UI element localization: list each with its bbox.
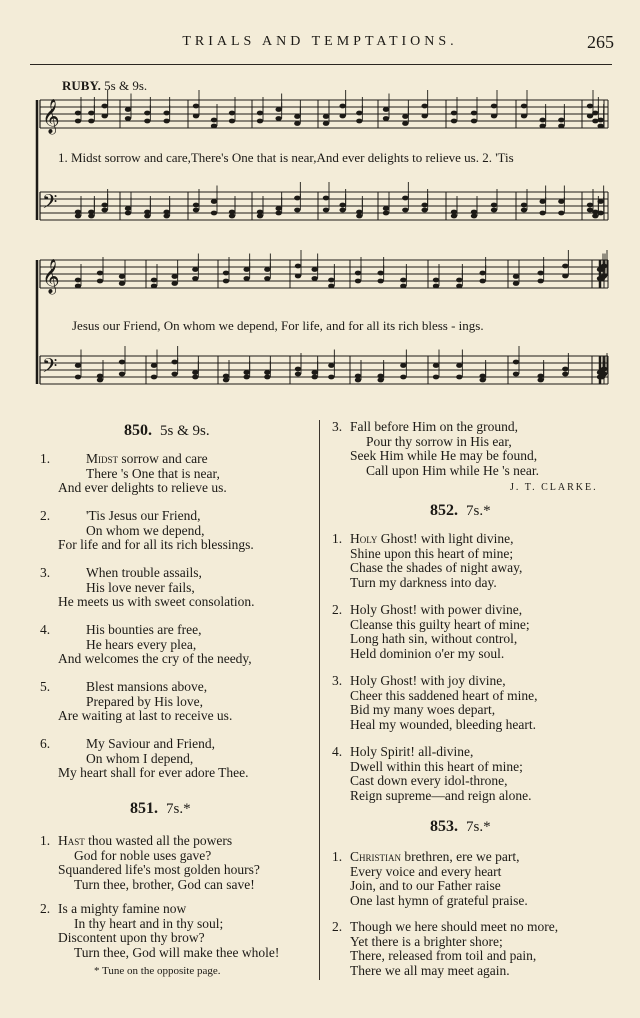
stanza-line: Join, and to our Father raise xyxy=(350,878,501,893)
note-head xyxy=(144,111,150,116)
note-head xyxy=(377,378,383,383)
note-head xyxy=(456,284,462,289)
note-head xyxy=(171,360,177,365)
note-head xyxy=(211,199,217,204)
note-head xyxy=(558,199,564,204)
note-head xyxy=(597,199,603,204)
note-head xyxy=(264,267,270,272)
note-head xyxy=(597,124,603,129)
system1-lyric: 1. Midst sorrow and care,There's One that is near,And ever delights to relieve us. 2. 'Tis xyxy=(58,150,514,165)
note-head xyxy=(451,119,457,124)
note-head xyxy=(471,119,477,124)
note-head xyxy=(355,279,361,284)
note-head xyxy=(592,111,598,116)
stanza-line: Bid my many woes depart, xyxy=(350,702,496,717)
note-head xyxy=(223,271,229,276)
note-head xyxy=(243,276,249,281)
note-head xyxy=(456,375,462,380)
note-head xyxy=(597,118,603,123)
note-head xyxy=(456,278,462,283)
note-head xyxy=(119,360,125,365)
note-head xyxy=(456,363,462,368)
stanza-number: 5. xyxy=(40,679,51,694)
note-head xyxy=(295,372,301,377)
stanza-line: Fall before Him on the ground, xyxy=(350,419,518,434)
stanza-number: 3. xyxy=(332,419,343,434)
stanza-line: Holy Spirit! all-divine, xyxy=(350,744,474,759)
note-head xyxy=(101,208,107,213)
hymn-850-meter: 5s & 9s. xyxy=(160,423,210,439)
stanza-line: For life and for all its rich blessings. xyxy=(58,537,254,552)
stanza-number: 2. xyxy=(40,508,51,523)
note-head xyxy=(311,267,317,272)
stanza-line: Midst sorrow and care xyxy=(86,451,208,466)
note-head xyxy=(163,119,169,124)
note-head xyxy=(539,118,545,123)
note-head xyxy=(229,111,235,116)
stanza-line: Yet there is a brighter shore; xyxy=(350,933,503,949)
note-head xyxy=(592,119,598,124)
stanza-line: Holy Ghost! with joy divine, xyxy=(350,673,506,688)
note-head xyxy=(75,375,81,380)
note-head xyxy=(192,267,198,272)
note-head xyxy=(119,274,125,279)
stanza-line: When trouble assails, xyxy=(86,565,202,580)
stanza-number: 6. xyxy=(40,736,51,751)
stanza-number: 2. xyxy=(332,919,343,934)
note-head xyxy=(294,121,300,126)
note-head xyxy=(223,378,229,383)
stanza-line: Blest mansions above, xyxy=(86,679,208,694)
stanza-number: 1. xyxy=(332,849,343,864)
note-head xyxy=(223,279,229,284)
hymn-853-heading xyxy=(430,818,491,836)
note-head xyxy=(491,114,497,119)
note-head xyxy=(521,114,527,119)
stanza-line: Long hath sin, without control, xyxy=(350,631,518,646)
note-head xyxy=(151,278,157,283)
stanza-line: Turn thee, God will make thee whole! xyxy=(74,944,280,960)
footnote: * Tune on the opposite page. xyxy=(94,965,221,977)
note-head xyxy=(163,111,169,116)
note-head xyxy=(323,208,329,213)
stanza-line: Seek Him while He may be found, xyxy=(350,448,538,463)
note-head xyxy=(294,208,300,213)
note-head xyxy=(264,276,270,281)
note-head xyxy=(311,375,317,380)
tune-name: RUBY. xyxy=(62,78,101,93)
stanza-line: His love never fails, xyxy=(86,579,195,595)
note-head xyxy=(383,107,389,112)
stanza-line: There 's One that is near, xyxy=(86,465,220,481)
note-head xyxy=(125,107,131,112)
stanza-line: Pour thy sorrow in His ear, xyxy=(366,433,512,449)
note-head xyxy=(433,375,439,380)
note-head xyxy=(257,119,263,124)
clef-glyph: 𝄢 xyxy=(42,354,58,382)
stanza-line: On whom we depend, xyxy=(86,522,205,538)
note-head xyxy=(211,211,217,216)
note-head xyxy=(471,111,477,116)
note-head xyxy=(592,214,598,219)
note-head xyxy=(356,119,362,124)
page-number: 265 xyxy=(587,32,614,52)
note-head xyxy=(88,119,94,124)
note-head xyxy=(151,363,157,368)
note-head xyxy=(562,372,568,377)
note-head xyxy=(311,276,317,281)
stanza-line: Squandered life's most golden hours? xyxy=(58,862,260,877)
system2-lyric: Jesus our Friend, On whom we depend, For life, and for all its rich bless - ings. xyxy=(72,318,484,333)
note-head xyxy=(75,111,81,116)
note-head xyxy=(356,111,362,116)
note-head xyxy=(562,367,568,372)
note-head xyxy=(275,211,281,216)
note-head xyxy=(491,203,497,208)
stanza-line: Reign supreme—and reign alone. xyxy=(350,787,532,803)
note-head xyxy=(587,104,593,109)
note-head xyxy=(587,114,593,119)
note-head xyxy=(421,208,427,213)
hymn-851-meter: 7s.* xyxy=(166,801,191,817)
hymn-852-meter: 7s.* xyxy=(466,503,491,519)
note-head xyxy=(97,378,103,383)
stanza-line: There, released from toil and pain, xyxy=(350,948,537,963)
note-head xyxy=(479,271,485,276)
note-head xyxy=(243,370,249,375)
note-head xyxy=(264,375,270,380)
hymn-850-heading xyxy=(124,422,210,440)
note-head xyxy=(257,214,263,219)
note-head xyxy=(513,281,519,286)
note-head xyxy=(323,114,329,119)
note-head xyxy=(243,267,249,272)
note-head xyxy=(471,214,477,219)
note-head xyxy=(323,121,329,126)
note-head xyxy=(144,214,150,219)
note-head xyxy=(243,375,249,380)
note-head xyxy=(433,363,439,368)
note-head xyxy=(433,278,439,283)
note-head xyxy=(513,274,519,279)
note-head xyxy=(171,281,177,286)
note-head xyxy=(193,114,199,119)
stanza-line: He hears every plea, xyxy=(86,636,197,652)
note-head xyxy=(421,114,427,119)
note-head xyxy=(257,111,263,116)
note-head xyxy=(328,278,334,283)
note-head xyxy=(328,284,334,289)
stanza-line: In thy heart and in thy soul; xyxy=(74,915,224,931)
note-head xyxy=(451,214,457,219)
note-head xyxy=(383,206,389,211)
note-head xyxy=(521,104,527,109)
stanza-line: Every voice and every heart xyxy=(350,863,502,879)
note-head xyxy=(537,271,543,276)
note-head xyxy=(587,203,593,208)
column-divider xyxy=(319,420,320,980)
stanza-line: Holy Ghost! with light divine, xyxy=(350,531,514,546)
note-head xyxy=(339,203,345,208)
note-head xyxy=(328,363,334,368)
stanza-line: There we all may meet again. xyxy=(350,962,510,978)
stanza-number: 1. xyxy=(40,833,51,848)
clef-glyph: 𝄞 xyxy=(42,99,60,134)
hymn-851-number: 851. xyxy=(130,800,158,817)
stanza-number: 1. xyxy=(40,451,51,466)
note-head xyxy=(339,114,345,119)
note-head xyxy=(119,281,125,286)
note-head xyxy=(597,211,603,216)
note-head xyxy=(479,378,485,383)
note-head xyxy=(229,119,235,124)
stanza-line: Christian brethren, ere we part, xyxy=(350,849,520,864)
stanza-line: Cleanse this guilty heart of mine; xyxy=(350,616,530,632)
note-head xyxy=(339,208,345,213)
note-head xyxy=(400,284,406,289)
note-head xyxy=(295,274,301,279)
stanza-line: My heart shall for ever adore Thee. xyxy=(58,765,249,780)
note-head xyxy=(294,114,300,119)
note-head xyxy=(400,363,406,368)
stanza-line: Dwell within this heart of mine; xyxy=(350,758,523,774)
note-head xyxy=(125,211,131,216)
hymn-852-number: 852. xyxy=(430,502,458,519)
note-head xyxy=(539,199,545,204)
note-head xyxy=(311,370,317,375)
note-head xyxy=(75,363,81,368)
note-head xyxy=(400,278,406,283)
attribution: J. T. CLARKE. xyxy=(510,482,598,493)
note-head xyxy=(558,124,564,129)
note-head xyxy=(491,208,497,213)
stanza-number: 1. xyxy=(332,531,343,546)
note-head xyxy=(211,118,217,123)
note-head xyxy=(119,372,125,377)
note-head xyxy=(192,370,198,375)
note-head xyxy=(193,203,199,208)
stanza-number: 2. xyxy=(40,901,51,916)
hymn-851-heading xyxy=(130,800,191,818)
stanza-line: Turn thee, brother, God can save! xyxy=(74,876,255,892)
note-head xyxy=(383,116,389,121)
note-head xyxy=(193,208,199,213)
hymn-853-meter: 7s.* xyxy=(466,819,491,835)
hymn-850-number: 850. xyxy=(124,422,152,439)
note-head xyxy=(192,375,198,380)
clef-glyph: 𝄢 xyxy=(42,190,58,218)
note-head xyxy=(451,111,457,116)
note-head xyxy=(75,284,81,289)
note-head xyxy=(163,214,169,219)
note-head xyxy=(491,104,497,109)
note-head xyxy=(101,104,107,109)
stanza-number: 3. xyxy=(40,565,51,580)
note-head xyxy=(125,206,131,211)
note-head xyxy=(144,119,150,124)
note-head xyxy=(193,104,199,109)
note-head xyxy=(383,211,389,216)
stanza-line: Though we here should meet no more, xyxy=(350,919,559,934)
music-score xyxy=(0,0,640,400)
note-head xyxy=(537,279,543,284)
note-head xyxy=(275,206,281,211)
stanza-line: Held dominion o'er my soul. xyxy=(350,645,505,661)
note-head xyxy=(294,196,300,201)
note-head xyxy=(328,375,334,380)
note-head xyxy=(539,124,545,129)
stanza-line: Chase the shades of night away, xyxy=(350,560,523,575)
note-head xyxy=(400,375,406,380)
note-head xyxy=(513,372,519,377)
note-head xyxy=(295,367,301,372)
stanza-line: 'Tis Jesus our Friend, xyxy=(86,508,201,523)
note-head xyxy=(355,271,361,276)
note-head xyxy=(402,121,408,126)
note-head xyxy=(421,104,427,109)
note-head xyxy=(88,111,94,116)
clef-glyph: 𝄞 xyxy=(42,259,60,294)
stanza-line: Shine upon this heart of mine; xyxy=(350,545,514,561)
stanza-line: Are waiting at last to receive us. xyxy=(58,708,233,723)
stanza-line: Prepared by His love, xyxy=(86,693,203,709)
stanza-line: Call upon Him while He 's near. xyxy=(366,462,540,478)
note-head xyxy=(402,208,408,213)
note-head xyxy=(101,203,107,208)
note-head xyxy=(433,284,439,289)
note-head xyxy=(88,214,94,219)
note-head xyxy=(558,118,564,123)
stanza-line: My Saviour and Friend, xyxy=(86,736,215,751)
note-head xyxy=(377,271,383,276)
hymn-853-number: 853. xyxy=(430,818,458,835)
note-head xyxy=(539,211,545,216)
stanza-line: On whom I depend, xyxy=(86,750,194,766)
note-head xyxy=(295,264,301,269)
note-head xyxy=(558,211,564,216)
note-head xyxy=(75,214,81,219)
note-head xyxy=(229,214,235,219)
note-head xyxy=(402,114,408,119)
note-head xyxy=(479,279,485,284)
note-head xyxy=(171,274,177,279)
note-head xyxy=(264,370,270,375)
note-head xyxy=(101,114,107,119)
stanza-line: He meets us with sweet consolation. xyxy=(58,594,255,609)
note-head xyxy=(521,208,527,213)
note-head xyxy=(521,203,527,208)
note-head xyxy=(151,284,157,289)
note-head xyxy=(402,196,408,201)
note-head xyxy=(323,196,329,201)
stanza-line: Holy Ghost! with power divine, xyxy=(350,602,523,617)
stanza-line: Turn my darkness into day. xyxy=(350,574,497,590)
note-head xyxy=(97,279,103,284)
stanza-line: God for noble uses gave? xyxy=(74,847,212,863)
stanza-number: 4. xyxy=(40,622,51,637)
note-head xyxy=(339,104,345,109)
stanza-line: Cast down every idol-throne, xyxy=(350,773,508,788)
note-head xyxy=(75,278,81,283)
stanza-line: Heal my wounded, bleeding heart. xyxy=(350,716,536,732)
note-head xyxy=(421,203,427,208)
note-head xyxy=(562,274,568,279)
stanza-line: Is a mighty famine now xyxy=(58,901,187,916)
stanza-number: 3. xyxy=(332,673,343,688)
stanza-line: Discontent upon thy brow? xyxy=(58,930,205,945)
note-head xyxy=(125,116,131,121)
note-head xyxy=(537,378,543,383)
stanza-number: 4. xyxy=(332,744,343,759)
stanza-line: His bounties are free, xyxy=(86,622,202,637)
note-head xyxy=(562,264,568,269)
tune-meter: 5s & 9s. xyxy=(104,78,148,93)
running-header: TRIALS AND TEMPTATIONS. xyxy=(182,34,458,49)
stanza-line: Hast thou wasted all the powers xyxy=(58,833,233,848)
note-head xyxy=(211,124,217,129)
note-head xyxy=(356,214,362,219)
stanza-line: Cheer this saddened heart of mine, xyxy=(350,687,538,703)
note-head xyxy=(151,375,157,380)
note-head xyxy=(192,276,198,281)
stanza-line: One last hymn of grateful praise. xyxy=(350,892,528,908)
note-head xyxy=(275,107,281,112)
note-head xyxy=(275,116,281,121)
stanza-number: 2. xyxy=(332,602,343,617)
stanza-line: And welcomes the cry of the needy, xyxy=(58,651,252,666)
note-head xyxy=(75,119,81,124)
stanza-line: And ever delights to relieve us. xyxy=(58,480,227,495)
note-head xyxy=(377,279,383,284)
hymn-852-heading xyxy=(430,502,491,520)
note-head xyxy=(171,372,177,377)
note-head xyxy=(513,360,519,365)
note-head xyxy=(355,378,361,383)
note-head xyxy=(97,271,103,276)
